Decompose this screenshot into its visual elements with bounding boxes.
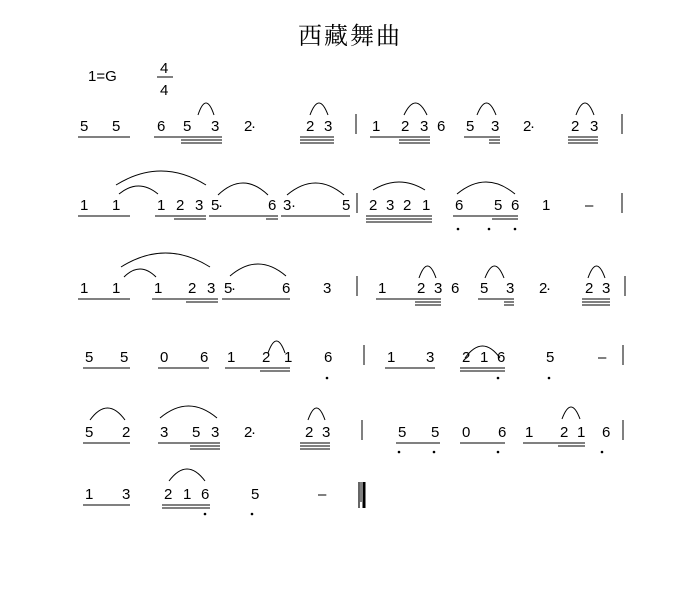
note: 6 bbox=[282, 280, 291, 297]
duration-dot: · bbox=[291, 197, 296, 214]
note: 1 bbox=[112, 280, 121, 297]
lower-octave-dot bbox=[433, 451, 436, 454]
note: 3 bbox=[420, 118, 429, 135]
note: 2 bbox=[306, 118, 315, 135]
note: 2 bbox=[571, 118, 580, 135]
note: 3 bbox=[207, 280, 216, 297]
slur-arc bbox=[419, 266, 436, 278]
note: 1 bbox=[577, 424, 586, 441]
time-signature-top: 4 bbox=[160, 60, 169, 77]
duration-dot: · bbox=[546, 280, 551, 297]
note: 2 bbox=[539, 280, 548, 297]
note: 1 bbox=[157, 197, 166, 214]
lower-octave-dot bbox=[601, 451, 604, 454]
note: 3 bbox=[434, 280, 443, 297]
note: 3 bbox=[506, 280, 515, 297]
note: 5 bbox=[224, 280, 233, 297]
note: 1 bbox=[542, 197, 551, 214]
note: 5 bbox=[85, 424, 94, 441]
note: 2 bbox=[403, 197, 412, 214]
note: 1 bbox=[112, 197, 121, 214]
note: 2 bbox=[523, 118, 532, 135]
note: 5 bbox=[398, 424, 407, 441]
note: 6 bbox=[602, 424, 611, 441]
note: 1 bbox=[422, 197, 431, 214]
note: 6 bbox=[157, 118, 166, 135]
lower-octave-dot bbox=[497, 451, 500, 454]
note: 2 bbox=[560, 424, 569, 441]
duration-dot: · bbox=[218, 197, 223, 214]
extension-dash: – bbox=[585, 197, 594, 214]
note: 3 bbox=[160, 424, 169, 441]
note: 5 bbox=[480, 280, 489, 297]
note: 5 bbox=[251, 486, 260, 503]
lower-octave-dot bbox=[457, 228, 460, 231]
note: 1 bbox=[80, 197, 89, 214]
note: 5 bbox=[494, 197, 503, 214]
note: 6 bbox=[201, 486, 210, 503]
slur-arc bbox=[588, 266, 605, 278]
note: 2 bbox=[417, 280, 426, 297]
note: 3 bbox=[491, 118, 500, 135]
duration-dot: · bbox=[251, 424, 256, 441]
note: 2 bbox=[164, 486, 173, 503]
note: 3 bbox=[283, 197, 292, 214]
slur-arc bbox=[230, 264, 286, 276]
time-signature-bottom: 4 bbox=[160, 82, 169, 99]
note: 0 bbox=[462, 424, 471, 441]
slur-arc bbox=[218, 183, 268, 195]
note: 2 bbox=[244, 424, 253, 441]
extension-dash: – bbox=[318, 486, 327, 503]
lower-octave-dot bbox=[326, 377, 329, 380]
note: 6 bbox=[200, 349, 209, 366]
note: 5 bbox=[466, 118, 475, 135]
note: 1 bbox=[85, 486, 94, 503]
note: 6 bbox=[324, 349, 333, 366]
slur-arc bbox=[121, 253, 210, 267]
note: 5 bbox=[85, 349, 94, 366]
lower-octave-dot bbox=[204, 513, 207, 516]
note: 5 bbox=[120, 349, 129, 366]
note: 5 bbox=[342, 197, 351, 214]
slur-arc bbox=[404, 103, 427, 115]
note: 1 bbox=[227, 349, 236, 366]
extension-dash: – bbox=[598, 349, 607, 366]
slur-arc bbox=[457, 182, 515, 194]
note: 2 bbox=[369, 197, 378, 214]
note: 3 bbox=[122, 486, 131, 503]
key-signature: 1=G bbox=[88, 68, 117, 85]
note: 5 bbox=[211, 197, 220, 214]
note: 3 bbox=[426, 349, 435, 366]
note: 2 bbox=[305, 424, 314, 441]
note: 2 bbox=[176, 197, 185, 214]
note: 5 bbox=[183, 118, 192, 135]
note: 3 bbox=[590, 118, 599, 135]
note: 3 bbox=[323, 280, 332, 297]
note: 1 bbox=[525, 424, 534, 441]
duration-dot: · bbox=[530, 118, 535, 135]
note: 2 bbox=[262, 349, 271, 366]
slur-arc bbox=[308, 408, 325, 420]
duration-dot: · bbox=[251, 118, 256, 135]
note: 5 bbox=[192, 424, 201, 441]
note: 5 bbox=[80, 118, 89, 135]
lower-octave-dot bbox=[548, 377, 551, 380]
slur-arc bbox=[310, 103, 328, 115]
slur-arc bbox=[562, 407, 580, 419]
slur-arc bbox=[119, 186, 158, 194]
lower-octave-dot bbox=[398, 451, 401, 454]
slur-arc bbox=[268, 341, 285, 353]
note: 6 bbox=[511, 197, 520, 214]
note: 6 bbox=[455, 197, 464, 214]
note: 1 bbox=[80, 280, 89, 297]
note: 2 bbox=[585, 280, 594, 297]
lower-octave-dot bbox=[514, 228, 517, 231]
note: 3 bbox=[602, 280, 611, 297]
note: 3 bbox=[322, 424, 331, 441]
note: 2 bbox=[122, 424, 131, 441]
note: 1 bbox=[480, 349, 489, 366]
note: 5 bbox=[112, 118, 121, 135]
note: 1 bbox=[154, 280, 163, 297]
slur-arc bbox=[373, 182, 425, 190]
lower-octave-dot bbox=[488, 228, 491, 231]
slur-arc bbox=[576, 103, 594, 115]
note: 0 bbox=[160, 349, 169, 366]
duration-dot: · bbox=[231, 280, 236, 297]
slur-arc bbox=[485, 266, 504, 278]
slur-arc bbox=[169, 469, 205, 481]
note: 3 bbox=[211, 424, 220, 441]
note: 5 bbox=[546, 349, 555, 366]
note: 3 bbox=[195, 197, 204, 214]
slur-arc bbox=[116, 171, 206, 185]
note: 1 bbox=[387, 349, 396, 366]
slur-arc bbox=[124, 269, 156, 277]
note: 1 bbox=[183, 486, 192, 503]
note: 6 bbox=[498, 424, 507, 441]
song-title: 西藏舞曲 bbox=[298, 22, 402, 50]
note: 1 bbox=[372, 118, 381, 135]
lower-octave-dot bbox=[251, 513, 254, 516]
note: 3 bbox=[386, 197, 395, 214]
slur-arc bbox=[160, 406, 217, 418]
slur-arc bbox=[198, 103, 214, 115]
note: 6 bbox=[451, 280, 460, 297]
note: 1 bbox=[284, 349, 293, 366]
slur-arc bbox=[477, 103, 496, 115]
notes-layer bbox=[80, 118, 610, 503]
note: 2 bbox=[462, 349, 471, 366]
lower-octave-dot bbox=[497, 377, 500, 380]
note: 1 bbox=[378, 280, 387, 297]
note: 5 bbox=[431, 424, 440, 441]
note: 2 bbox=[401, 118, 410, 135]
note: 2 bbox=[188, 280, 197, 297]
note: 6 bbox=[437, 118, 446, 135]
marks-layer bbox=[78, 103, 625, 515]
note: 3 bbox=[324, 118, 333, 135]
slur-arc bbox=[90, 408, 125, 420]
note: 3 bbox=[211, 118, 220, 135]
note: 6 bbox=[497, 349, 506, 366]
slur-arc bbox=[287, 183, 344, 195]
note: 6 bbox=[268, 197, 277, 214]
note: 2 bbox=[244, 118, 253, 135]
